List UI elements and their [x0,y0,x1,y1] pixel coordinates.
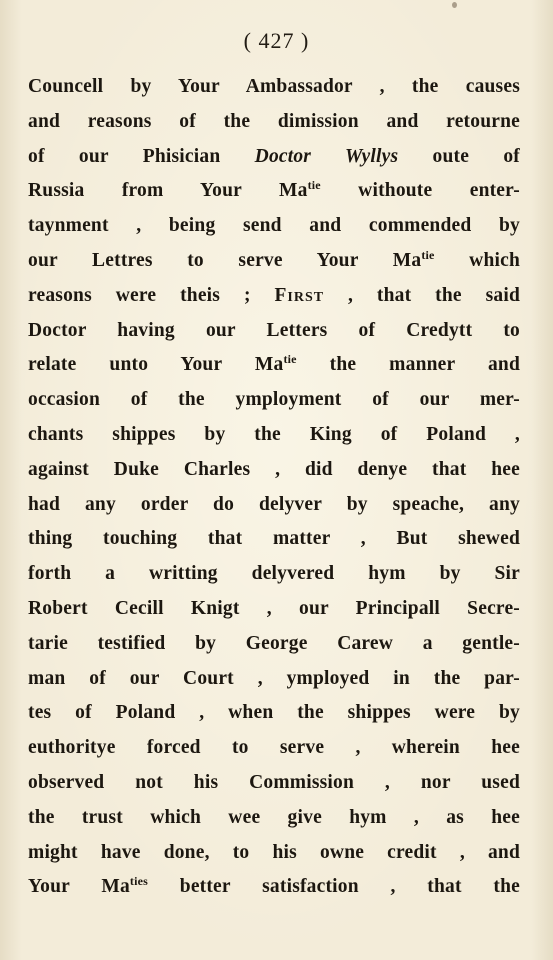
text-run: relate unto Your Ma [28,354,284,376]
text-run: Robert Cecill Knigt , our Principall Secre- [28,597,520,619]
text-run: withoute enter- [320,180,520,202]
text-line [28,836,520,871]
text-run: taynment , being send and commended by [28,215,520,237]
text-line [28,662,520,697]
text-run: Your Ma [28,876,130,898]
italic-name: Doctor Wyllys [254,145,399,167]
text-run: oute of [398,145,520,167]
text-line [28,627,520,662]
superscript-abbreviation: tie [307,178,321,193]
text-run: the manner and [296,354,520,376]
text-run: forth a writting delyvered hym by Sir [28,563,520,585]
text-line [28,105,520,140]
text-line [28,174,520,209]
text-run: better satisfaction , that the [148,876,521,898]
text-line [28,70,520,105]
superscript-abbreviation: ties [129,874,149,889]
text-line [28,418,520,453]
text-line [28,314,520,349]
text-run: Doctor having our Letters of Credytt to [28,319,520,341]
text-run: reasons were theis ; [28,284,275,306]
text-line [28,383,520,418]
text-run: and reasons of the dimission and retourne [28,110,520,132]
text-line [28,870,520,905]
superscript-abbreviation: tie [421,247,435,262]
page-number: ( 427 ) [243,28,310,53]
text-run: man of our Court , ymployed in the par- [28,667,520,689]
text-line [28,696,520,731]
text-line [28,488,520,523]
superscript-abbreviation: tie [283,352,297,367]
text-run: euthoritye forced to serve , wherein hee [28,737,520,759]
text-run: , that the said [324,284,520,306]
body-text [28,70,520,905]
text-run: had any order do delyver by speache, any [28,493,520,515]
text-line [28,209,520,244]
text-line [28,279,520,314]
text-run: observed not his Commission , nor used [28,771,520,793]
text-run: which [434,249,521,271]
text-line [28,522,520,557]
text-line [28,140,520,175]
text-line [28,731,520,766]
text-run: the trust which wee give hym , as hee [28,806,520,828]
ink-speck [452,2,457,8]
text-line [28,244,520,279]
text-run: occasion of the ymployment of our mer- [28,389,520,411]
text-run: against Duke Charles , did denye that hee [28,458,520,480]
text-line [28,766,520,801]
text-line [28,348,520,383]
small-caps-word: First [274,284,325,306]
text-run: tes of Poland , when the shippes were by [28,702,520,724]
text-run: tarie testified by George Carew a gentle- [28,632,520,654]
text-line [28,592,520,627]
text-line [28,801,520,836]
text-run: our Lettres to serve Your Ma [28,249,422,271]
text-run: Councell by Your Ambassador , the causes [28,76,520,97]
text-line [28,557,520,592]
text-run: thing touching that matter , But shewed [28,528,520,550]
text-run: of our Phisician [28,145,255,167]
text-run: chants shippes by the King of Poland , [28,423,520,445]
text-run: might have done, to his owne credit , and [28,841,520,863]
text-line [28,453,520,488]
text-run: Russia from Your Ma [28,180,308,202]
